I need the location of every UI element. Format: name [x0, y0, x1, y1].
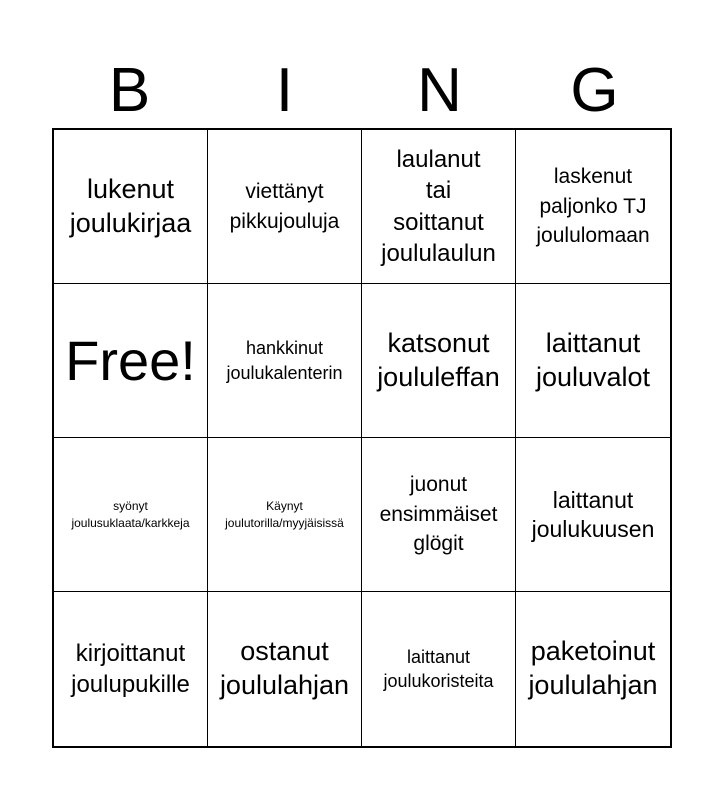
bingo-cell-r4c4[interactable] — [516, 592, 670, 746]
cell-label: lukenut joulukirjaa — [69, 173, 192, 238]
cell-label: ostanut joululahjan — [219, 636, 350, 700]
cell-label: laskenut paljonko TJ joululomaan — [536, 165, 650, 248]
bingo-cell-r2c3[interactable] — [362, 284, 516, 438]
bingo-header — [52, 55, 672, 127]
cell-label: juonut ensimmäiset glögit — [379, 473, 498, 556]
cell-label: paketoinut joululahjan — [528, 636, 658, 700]
bingo-cell-r2c2[interactable] — [208, 284, 362, 438]
bingo-cell-r4c2[interactable] — [208, 592, 362, 746]
bingo-cell-r2c4[interactable] — [516, 284, 670, 438]
cell-label: syönyt joulusuklaata/karkkeja — [71, 499, 190, 530]
header-letter-i: I — [275, 56, 294, 125]
cell-label: laulanut tai soittanut joululaulun — [381, 146, 496, 267]
bingo-cell-r4c3[interactable] — [362, 592, 516, 746]
bingo-cell-r1c1[interactable] — [54, 130, 208, 284]
bingo-card — [52, 128, 672, 748]
header-letter-n: N — [417, 56, 462, 125]
header-letter-g: G — [570, 56, 619, 125]
bingo-cell-r4c1[interactable] — [54, 592, 208, 746]
bingo-cell-r1c4[interactable] — [516, 130, 670, 284]
bingo-cell-free[interactable] — [54, 284, 208, 438]
bingo-cell-r3c3[interactable] — [362, 438, 516, 592]
cell-label: laittanut joulukoristeita — [383, 646, 494, 691]
cell-label: laittanut joulukuusen — [531, 486, 655, 542]
bingo-cell-r1c2[interactable] — [208, 130, 362, 284]
bingo-cell-r3c1[interactable] — [54, 438, 208, 592]
cell-label: laittanut jouluvalot — [535, 327, 651, 392]
cell-label: kirjoittanut joulupukille — [71, 639, 190, 698]
header-letter-b: B — [108, 56, 151, 125]
cell-label: hankkinut joulukalenterin — [226, 338, 343, 383]
cell-label: viettänyt pikkujouluja — [229, 180, 340, 233]
bingo-cell-r1c3[interactable] — [362, 130, 516, 284]
cell-label: Käynyt joulutorilla/myyjäisissä — [225, 499, 344, 530]
cell-label: katsonut joululeffan — [377, 327, 500, 392]
cell-label: Free! — [65, 328, 196, 392]
bingo-cell-r3c2[interactable] — [208, 438, 362, 592]
bingo-cell-r3c4[interactable] — [516, 438, 670, 592]
